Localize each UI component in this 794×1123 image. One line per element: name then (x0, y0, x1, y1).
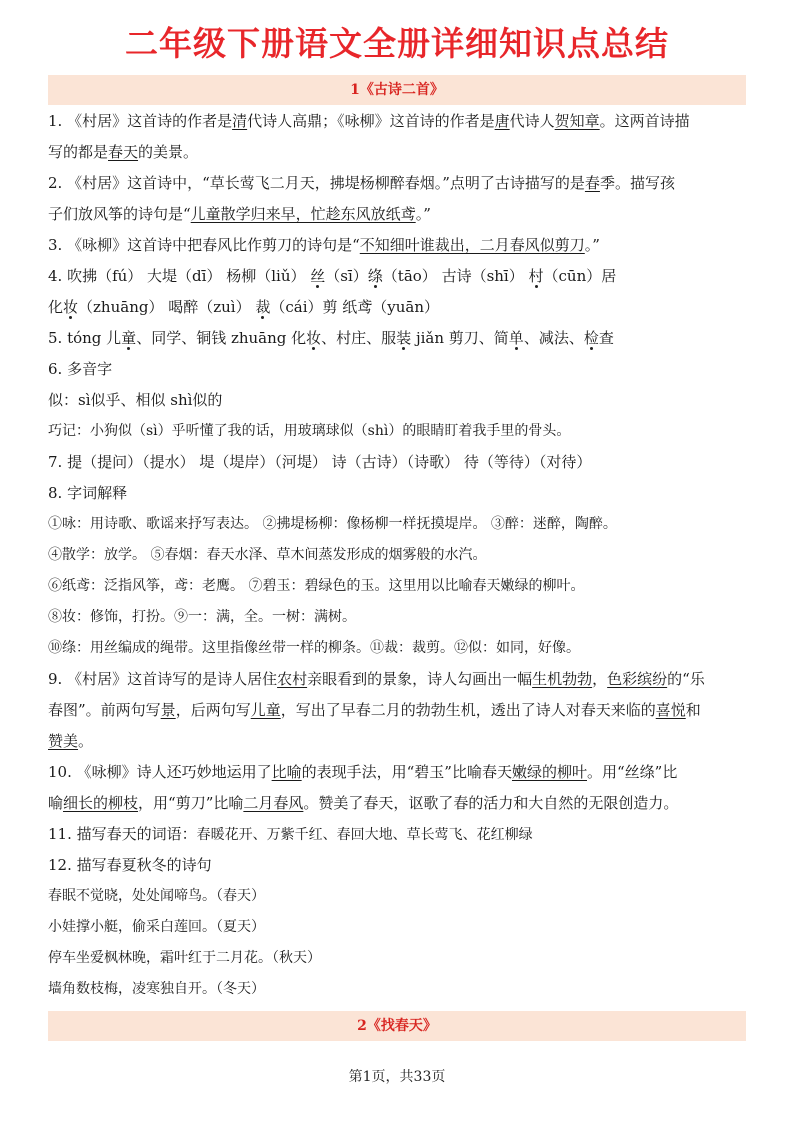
text-line (48, 695, 748, 726)
text-segment: （sī） (325, 267, 368, 285)
text-segment: 。” (415, 205, 431, 223)
text-line (48, 757, 748, 788)
text-segment: ，用“剪刀”比喻 (138, 794, 244, 812)
underlined-answer: 农村 (277, 670, 308, 688)
underlined-answer: 唐 (494, 112, 510, 130)
text-line (48, 416, 748, 447)
text-segment: 写的都是 (48, 143, 109, 161)
text-segment: 6. 多音字 (48, 360, 113, 378)
text-segment: 2. 《村居》这首诗中，“草长莺飞二月天，拂堤杨柳醉春烟。”点明了古诗描写的是 (48, 174, 585, 192)
text-segment: 春暖花开、万紫千红、春回大地、草长莺飞、花红柳绿 (196, 827, 533, 843)
dotted-character: 裁 (255, 298, 271, 316)
text-line (48, 168, 748, 199)
page-footer: 第1页，共33页 (348, 1069, 446, 1085)
text-line (48, 788, 748, 819)
text-line (48, 881, 748, 912)
text-segment: jiǎn 剪刀、简 (411, 329, 509, 347)
underlined-answer: 赞美 (48, 732, 79, 750)
text-line (48, 292, 748, 323)
text-segment: （tāo） 古诗（shī） (382, 267, 529, 285)
underlined-answer: 色彩缤纷 (607, 670, 668, 688)
text-line (48, 509, 748, 540)
text-segment: 巧记：小狗似（sì）乎听懂了我的话，用玻璃球似（shì）的眼睛盯着我手里的骨头。 (48, 423, 571, 439)
text-segment: 。这两首诗描 (599, 112, 690, 130)
text-segment: 4. 吹拂（fú） 大堤（dī） 杨柳（liǔ） (48, 267, 311, 285)
text-segment: 的美景。 (138, 143, 199, 161)
text-segment: ⑥纸鸢：泛指风筝，鸢：老鹰。 ⑦碧玉：碧绿色的玉。这里用以比喻春天嫩绿的柳叶。 (48, 578, 585, 594)
text-segment: 5. tóng 儿 (48, 329, 122, 347)
dotted-character: 装 (396, 329, 412, 347)
text-segment: ，写出了早春二月的勃勃生机，透出了诗人对春天来临的 (280, 701, 656, 719)
text-segment: 的表现手法，用“碧玉”比喻春天 (301, 763, 512, 781)
text-segment: 9. 《村居》这首诗写的是诗人居住 (48, 670, 278, 688)
text-segment: （cái）剪 纸鸢（yuān） (270, 298, 440, 316)
text-segment: 12. 描写春夏秋冬的诗句 (48, 856, 212, 874)
text-segment: 喻 (48, 794, 64, 812)
text-segment: 似：sì似乎、相似 shì似的 (48, 391, 223, 409)
text-line (48, 540, 748, 571)
text-segment: 3. 《咏柳》这首诗中把春风比作剪刀的诗句是“ (48, 236, 360, 254)
dotted-character: 妆 (306, 329, 322, 347)
dotted-character: 童 (121, 329, 137, 347)
dotted-character: 绦 (367, 267, 383, 285)
text-segment: ①咏：用诗歌、歌谣来抒写表达。 ②拂堤杨柳：像杨柳一样抚摸堤岸。 ③醉：迷醉，陶醉。 (48, 516, 617, 532)
text-line (48, 943, 748, 974)
underlined-answer: 清 (232, 112, 248, 130)
underlined-answer: 二月春风 (243, 794, 304, 812)
text-line (48, 261, 748, 292)
text-segment: （cūn）居 (543, 267, 617, 285)
text-line (48, 602, 748, 633)
text-line (48, 230, 748, 261)
text-line (48, 385, 748, 416)
text-line (48, 199, 748, 230)
text-segment: 春眠不觉晓，处处闻啼鸟。（春天） (48, 888, 265, 904)
dotted-character: 单 (508, 329, 524, 347)
text-segment: 停车坐爱枫林晚，霜叶红于二月花。（秋天） (48, 950, 321, 966)
text-segment: （zhuāng） 喝醉（zuì） (78, 298, 256, 316)
text-line (48, 354, 748, 385)
text-segment: 8. 字词解释 (48, 484, 128, 502)
underlined-answer: 贺知章 (554, 112, 600, 130)
text-line (48, 726, 748, 757)
page-title: 二年级下册语文全册详细知识点总结 (125, 24, 669, 63)
text-line (48, 478, 748, 509)
text-segment: ， (592, 670, 608, 688)
text-line (48, 323, 748, 354)
underlined-answer: 春 (584, 174, 600, 192)
text-segment: ⑧妆：修饰，打扮。⑨一：满，全。一树：满树。 (48, 609, 356, 625)
text-segment: ④散学：放学。 ⑤春烟：春天水泽、草木间蒸发形成的烟雾般的水汽。 (48, 547, 487, 563)
section-header-2: 2《找春天》 (48, 1011, 746, 1041)
underlined-answer: 景 (160, 701, 176, 719)
text-segment: 、同学、铜钱 zhuāng 化 (136, 329, 307, 347)
text-segment: 查 (598, 329, 614, 347)
text-segment: 季。描写孩 (599, 174, 675, 192)
dotted-character: 妆 (63, 298, 79, 316)
text-segment: ⑩绦：用丝编成的绳带。这里指像丝带一样的柳条。⑪裁：裁剪。⑫似：如同，好像。 (48, 640, 580, 656)
text-line (48, 974, 748, 1005)
knowledge-points (48, 106, 748, 1005)
dotted-character: 丝 (310, 267, 326, 285)
text-segment: 子们放风筝的诗句是“ (48, 205, 191, 223)
text-segment: 代诗人 (509, 112, 555, 130)
underlined-answer: 比喻 (271, 763, 302, 781)
text-segment: 1. 《村居》这首诗的作者是 (48, 112, 233, 130)
underlined-answer: 嫩绿的柳叶 (511, 763, 587, 781)
dotted-character: 检 (583, 329, 599, 347)
text-segment: 。赞美了春天，讴歌了春的活力和大自然的无限创造力。 (303, 794, 679, 812)
underlined-answer: 生机勃勃 (532, 670, 593, 688)
text-line (48, 571, 748, 602)
text-segment: 11. 描写春天的词语： (48, 825, 197, 843)
text-segment: 小娃撑小艇，偷采白莲回。（夏天） (48, 919, 265, 935)
dotted-character: 村 (528, 267, 544, 285)
text-line (48, 819, 748, 850)
text-line (48, 633, 748, 664)
text-segment: ，后两句写 (175, 701, 251, 719)
text-line (48, 850, 748, 881)
text-segment: 、村庄、服 (321, 329, 397, 347)
text-segment: 墙角数枝梅，凌寒独自开。（冬天） (48, 981, 265, 997)
text-line (48, 137, 748, 168)
text-segment: 的“乐 (667, 670, 705, 688)
text-segment: 10. 《咏柳》诗人还巧妙地运用了 (48, 763, 272, 781)
text-line (48, 912, 748, 943)
underlined-answer: 春天 (108, 143, 139, 161)
underlined-answer: 喜悦 (655, 701, 686, 719)
underlined-answer: 不知细叶谁裁出，二月春风似剪刀 (359, 236, 585, 254)
text-segment: 。 (78, 732, 94, 750)
text-line (48, 106, 748, 137)
text-segment: 化 (48, 298, 64, 316)
text-segment: 和 (685, 701, 701, 719)
text-segment: 。用“丝绦”比 (587, 763, 678, 781)
underlined-answer: 儿童散学归来早，忙趁东风放纸鸢 (190, 205, 416, 223)
text-line (48, 664, 748, 695)
underlined-answer: 细长的柳枝 (63, 794, 139, 812)
text-segment: 、减法、 (523, 329, 584, 347)
text-line (48, 447, 748, 478)
text-segment: 亲眼看到的景象，诗人勾画出一幅 (307, 670, 533, 688)
text-segment: 代诗人高鼎；《咏柳》这首诗的作者是 (247, 112, 495, 130)
underlined-answer: 儿童 (250, 701, 281, 719)
text-segment: 春图”。前两句写 (48, 701, 161, 719)
section-header-1: 1《古诗二首》 (48, 75, 746, 105)
text-segment: 。” (584, 236, 600, 254)
text-segment: 7. 提（提问）（提水） 堤（堤岸）（河堤） 诗（古诗）（诗歌） 待（等待）（对待） (48, 453, 592, 471)
